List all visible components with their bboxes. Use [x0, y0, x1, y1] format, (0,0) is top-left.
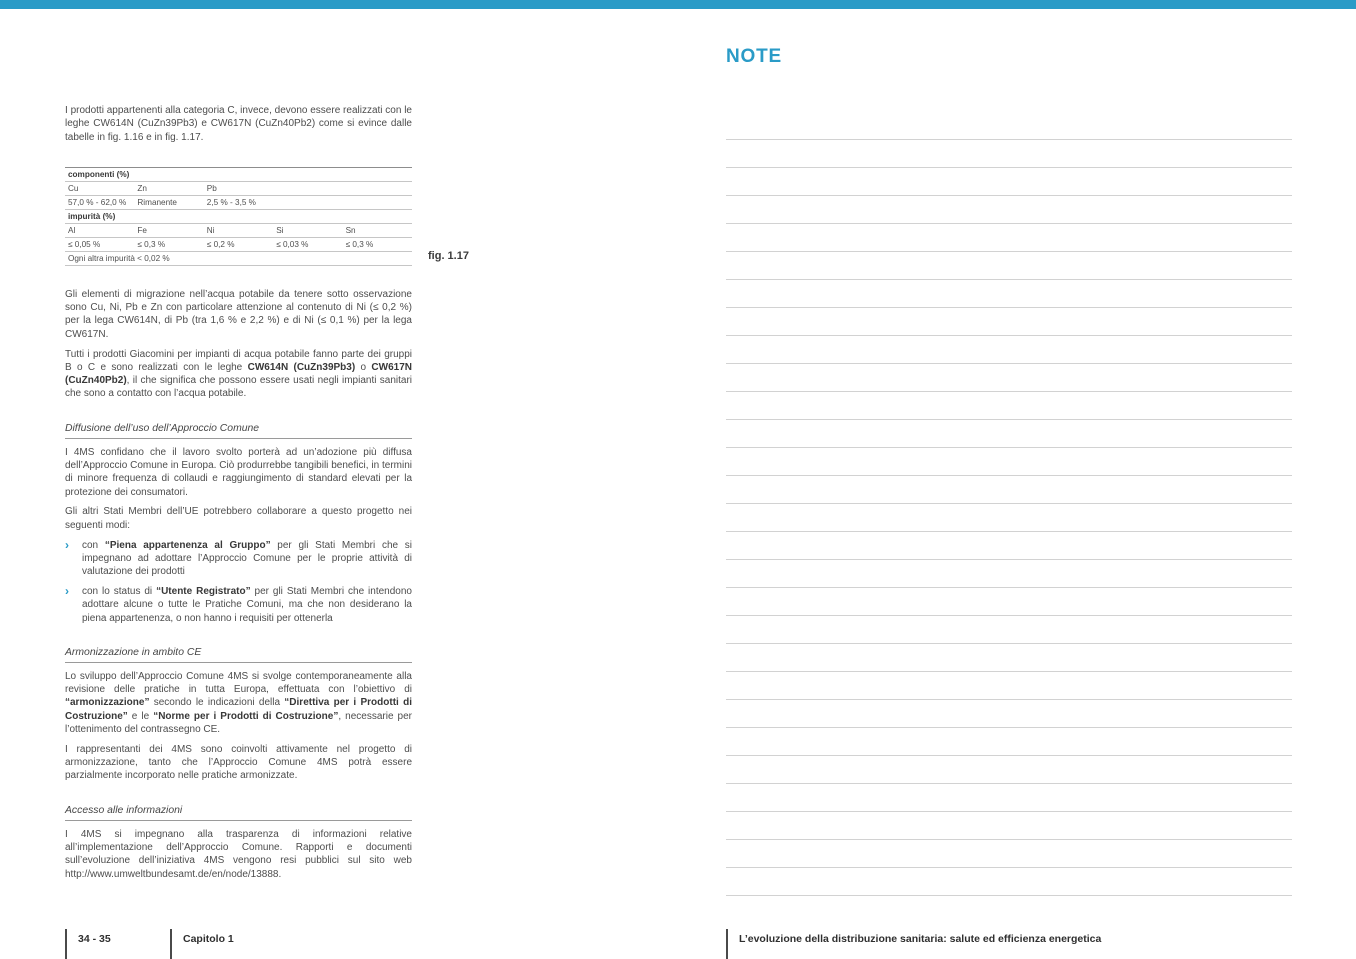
bold-text: “Direttiva per i Prodotti di Costruzione”	[65, 697, 412, 722]
paragraph	[65, 348, 412, 401]
paragraph	[65, 288, 412, 341]
note-line	[726, 700, 1292, 728]
paragraph	[65, 505, 412, 532]
note-line	[726, 812, 1292, 840]
table-col-header: Sn	[345, 226, 356, 236]
note-line	[726, 196, 1292, 224]
paragraph	[65, 446, 412, 499]
text: Lo sviluppo dell’Approccio Comune 4MS si svolge contemporaneamente alla revisione delle pratiche in tutta Europa, effettuata con l’obiettivo di	[65, 670, 412, 696]
footer-chapter: Capitolo 1	[183, 933, 234, 945]
text: per gli Stati Membri che intendono adottare alcune o tutte le Pratiche Comuni, ma che non desiderano la piena appartenenza, o non hanno i requisiti per ottenerla	[82, 585, 412, 624]
table-cell: ≤ 0,03 %	[276, 240, 309, 250]
note-lines	[726, 112, 1292, 896]
table-section-header: componenti (%)	[65, 168, 412, 182]
note-line	[726, 560, 1292, 588]
text: Tutti i prodotti Giacomini per impianti di acqua potabile fanno parte dei gruppi B o C e sono realizzati con le leghe	[65, 348, 412, 373]
table-col-header: Zn	[137, 184, 147, 194]
bullet-item	[65, 539, 412, 579]
bold-text: “armonizzazione”	[65, 697, 150, 709]
table-cell: ≤ 0,2 %	[206, 240, 235, 250]
notes-heading: NOTE	[726, 46, 782, 67]
table-col-header: Cu	[68, 184, 79, 194]
note-line	[726, 112, 1292, 140]
figure-caption: fig. 1.17	[428, 250, 469, 262]
table-section-header: impurità (%)	[65, 210, 412, 224]
note-line	[726, 840, 1292, 868]
note-line	[726, 364, 1292, 392]
note-line	[726, 868, 1292, 896]
table-values-row	[65, 196, 412, 210]
note-line	[726, 476, 1292, 504]
text: I 4MS confidano che il lavoro svolto porterà ad un’adozione più diffusa dell’Approccio Comune in Europa. Ciò produrrebbe tangibili benefici, in termini di minore frequenza di collaudi e raggiungimento di standard elevati per la protezione dei consumatori.	[65, 446, 412, 498]
table-cell: ≤ 0,05 %	[68, 240, 101, 250]
text: , necessarie per l’ottenimento del contrassegno CE.	[65, 710, 412, 736]
text: per gli Stati Membri che si impegnano ad adottare l’Approccio Comune per le proprie attività di valutazione dei prodotti	[82, 539, 413, 578]
text-column	[65, 0, 412, 887]
section-heading: Diffusione dell’uso dell’Approccio Comune	[65, 423, 412, 439]
bold-text: CW617N (CuZn40Pb2)	[65, 361, 412, 387]
text: e le	[127, 710, 154, 722]
paragraph	[65, 743, 412, 783]
note-line	[726, 616, 1292, 644]
text: I 4MS si impegnano alla trasparenza di informazioni relative all’implementazione dell’Approccio Comune. Rapporti e documenti sull’evoluzione dell’iniziativa 4MS vengono resi pubblici sul sito web http://www.umweltbundesamt.de/en/node/13888.	[65, 828, 412, 880]
note-line	[726, 504, 1292, 532]
note-line	[726, 308, 1292, 336]
footer-divider	[170, 929, 172, 959]
footer-divider	[65, 929, 67, 959]
paragraph	[65, 670, 412, 736]
section-heading: Accesso alle informazioni	[65, 805, 412, 821]
bold-text: “Norme per i Prodotti di Costruzione”	[153, 710, 339, 722]
table-header-row	[65, 224, 412, 238]
footer-right-title: L’evoluzione della distribuzione sanitaria: salute ed efficienza energetica	[739, 933, 1102, 945]
note-line	[726, 756, 1292, 784]
note-line	[726, 224, 1292, 252]
table-cell: ≤ 0,3 %	[345, 240, 374, 250]
table-footer-note: Ogni altra impurità < 0,02 %	[65, 252, 412, 266]
footer-divider	[726, 929, 728, 959]
note-line	[726, 672, 1292, 700]
note-line	[726, 728, 1292, 756]
note-line	[726, 392, 1292, 420]
table-values-row	[65, 238, 412, 252]
text: con lo status di	[82, 585, 157, 597]
text: , il che significa che possono essere usati negli impianti sanitari che sono a contatto con l’acqua potabile.	[65, 375, 412, 400]
table-cell: 2,5 % - 3,5 %	[206, 198, 256, 208]
paragraph	[65, 104, 412, 144]
table-col-header: Ni	[206, 226, 215, 236]
bold-text: CW614N (CuZn39Pb3)	[247, 361, 356, 373]
note-line	[726, 448, 1292, 476]
text: Gli elementi di migrazione nell’acqua potabile da tenere sotto osservazione sono Cu, Ni, Pb e Zn con particolare attenzione al contenuto di Ni (≤ 0,2 %) per la lega CW614N, di Pb (tra 1,6 % e 2,2 %) e di Ni (≤ 0,1 %) per la lega CW617N.	[65, 288, 412, 340]
text: o	[355, 361, 372, 373]
note-line	[726, 420, 1292, 448]
text: Gli altri Stati Membri dell’UE potrebbero collaborare a questo progetto nei seguenti modi:	[65, 506, 412, 531]
text: I rappresentanti dei 4MS sono coinvolti attivamente nel progetto di armonizzazione, tanto che l’Approccio Comune 4MS potrà essere parzialmente incorporato nelle pratiche armonizzate.	[65, 743, 412, 782]
notes-panel	[726, 0, 1292, 900]
paragraph	[65, 828, 412, 881]
note-line	[726, 644, 1292, 672]
table-cell: ≤ 0,3 %	[137, 240, 166, 250]
note-line	[726, 252, 1292, 280]
text: I prodotti appartenenti alla categoria C, invece, devono essere realizzati con le leghe CW614N (CuZn39Pb3) e CW617N (CuZn40Pb2) come si evince dalle tabelle in fig. 1.16 e in fig. 1.17.	[65, 105, 412, 143]
chevron-right-icon: ›	[65, 537, 69, 552]
bold-text: “Utente Registrato”	[156, 585, 251, 597]
note-line	[726, 588, 1292, 616]
bullet-item	[65, 585, 412, 625]
bullet-text	[82, 585, 412, 625]
table-col-header: Pb	[206, 184, 217, 194]
table-col-header: Al	[68, 226, 76, 236]
note-line	[726, 784, 1292, 812]
bold-text: “Piena appartenenza al Gruppo”	[104, 539, 271, 551]
section-heading: Armonizzazione in ambito CE	[65, 647, 412, 663]
bullet-text	[82, 539, 412, 579]
table-col-header: Si	[276, 226, 284, 236]
table-cell: 57,0 % - 62,0 %	[68, 198, 127, 208]
note-line	[726, 140, 1292, 168]
table-cell: Rimanente	[137, 198, 177, 208]
text: secondo le indicazioni della	[149, 697, 285, 709]
table-header-row	[65, 182, 412, 196]
note-line	[726, 336, 1292, 364]
alloy-composition-table	[65, 167, 412, 266]
footer-page-range: 34 - 35	[78, 933, 111, 945]
note-line	[726, 168, 1292, 196]
note-line	[726, 532, 1292, 560]
table-col-header: Fe	[137, 226, 147, 236]
note-line	[726, 280, 1292, 308]
text: con	[82, 539, 105, 551]
chevron-right-icon: ›	[65, 583, 69, 598]
